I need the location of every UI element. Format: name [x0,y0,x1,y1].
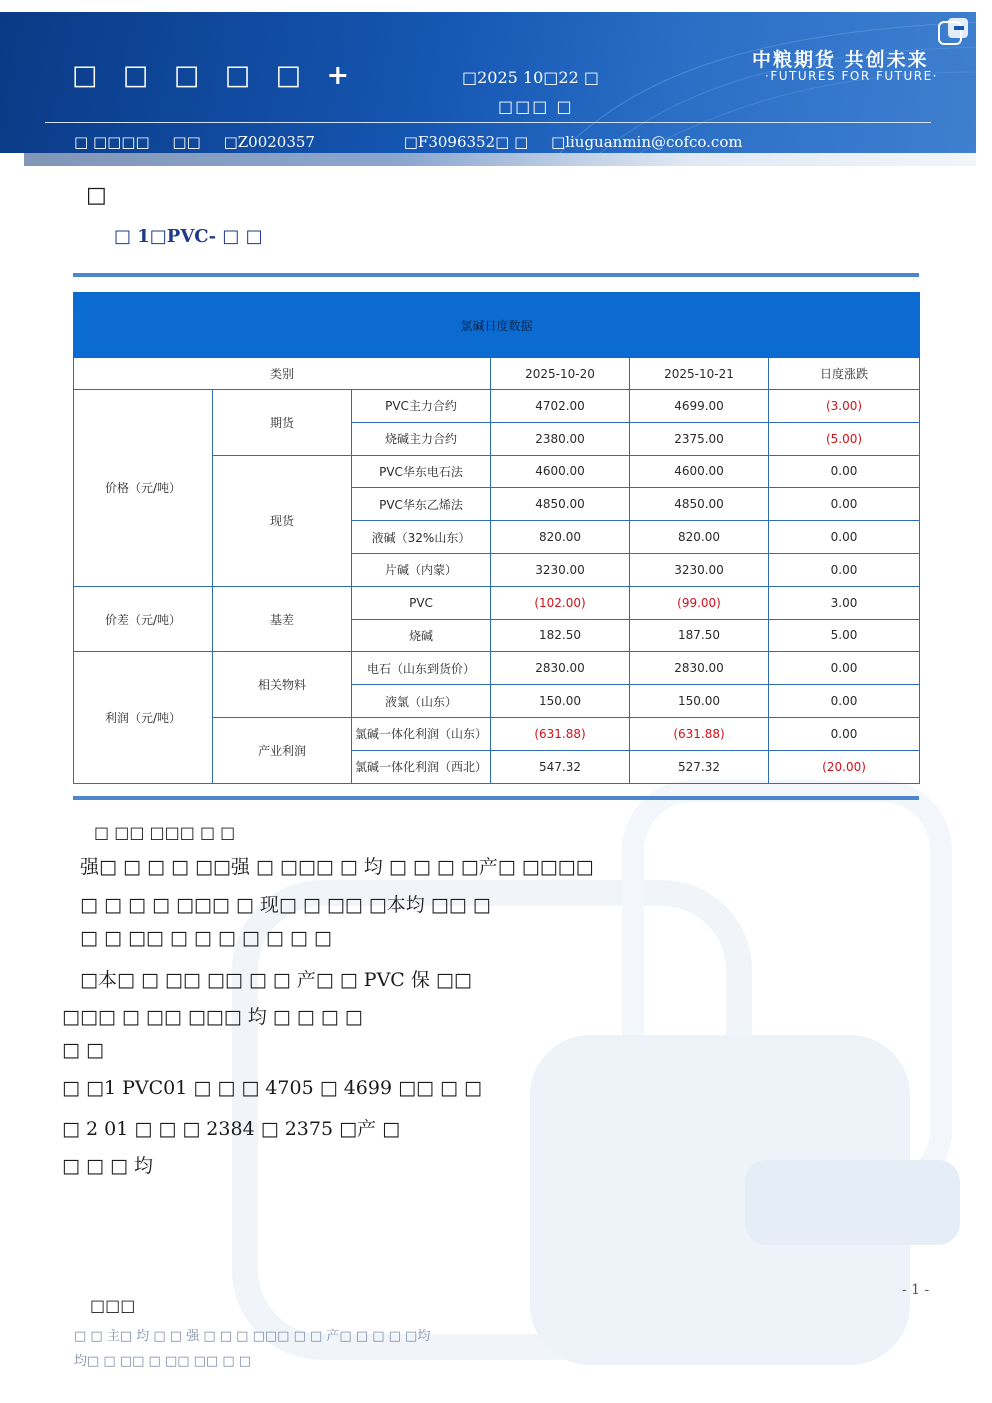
disclaimer-line: □ □ 主□ 均 □ □ 强 □ □ □ □□□ □ □ 产□ □ □ □ □均 [74,1329,431,1344]
row-value-d2: 527.32 [630,750,769,783]
row-item: 液碱（32%山东） [352,521,491,554]
row-change: 0.00 [769,455,920,488]
row-value-d2: 2830.00 [630,652,769,685]
figure-caption: □ 1□PVC- □ □ [114,226,263,247]
row-change: 3.00 [769,586,920,619]
report-subtitle: □□□ □ [498,97,574,116]
disclaimer-title: □□□ [90,1296,136,1315]
row-value-d2: 3230.00 [630,553,769,586]
row-item: PVC华东电石法 [352,455,491,488]
row-value-d1: 820.00 [491,521,630,554]
row-value-d2: 4850.00 [630,488,769,521]
row-change: 0.00 [769,652,920,685]
body-line: □ □ □ □ □□□ □ 现□ □ □□ □本均 □□ □ [80,894,491,916]
page-number: - 1 - [902,1282,930,1298]
subgroup-futures: 期货 [213,390,352,456]
row-item: 液氯（山东） [352,685,491,718]
row-value-d2: 150.00 [630,685,769,718]
header-banner [0,12,976,153]
row-value-d2: (99.00) [630,586,769,619]
banner-divider [45,122,931,123]
body-line: □本□ □ □□ □□ □ □ 产□ □ PVC 保 □□ [80,969,472,991]
table-row [74,586,920,619]
subgroup-spot: 现货 [213,455,352,586]
row-item: PVC华东乙烯法 [352,488,491,521]
row-value-d1: 4600.00 [491,455,630,488]
row-item: 烧碱主力合约 [352,422,491,455]
row-item: 氯碱一体化利润（山东） [352,717,491,750]
analyst-name: □□ [172,133,201,151]
row-value-d2: 2375.00 [630,422,769,455]
table-row [74,652,920,685]
group-spread: 价差（元/吨） [74,586,213,652]
body-line: □ □1 PVC01 □ □ □ 4705 □ 4699 □□ □ □ [62,1077,482,1099]
table-top-rule [73,273,919,277]
row-item: 片碱（内蒙） [352,553,491,586]
row-change: 0.00 [769,521,920,554]
analyst-label: □ □□□□ [74,133,150,151]
row-value-d1: 150.00 [491,685,630,718]
subgroup-materials: 相关物料 [213,652,352,718]
table-row [74,390,920,423]
row-item: PVC主力合约 [352,390,491,423]
row-value-d1: 2830.00 [491,652,630,685]
disclaimer-line: 均□ □ □□ □ □□ □□ □ □ [74,1354,252,1369]
row-change: 0.00 [769,488,920,521]
subgroup-industry-profit: 产业利润 [213,717,352,783]
row-change: 0.00 [769,553,920,586]
group-profit: 利润（元/吨） [74,652,213,783]
body-line: □ □ □ 均 [62,1155,153,1177]
chlor-alkali-daily-table [73,292,920,784]
row-value-d2: 187.50 [630,619,769,652]
row-item: PVC [352,586,491,619]
row-value-d1: 547.32 [491,750,630,783]
col-header-change: 日度涨跌 [769,358,920,390]
row-value-d1: 4850.00 [491,488,630,521]
row-value-d2: 4600.00 [630,455,769,488]
group-price: 价格（元/吨） [74,390,213,587]
body-line: □ □ □□ □ □ □ □ □ □ □ [80,927,332,949]
analyst-email[interactable]: □liuguanmin@cofco.com [551,133,743,151]
row-value-d2: 820.00 [630,521,769,554]
section-marker: □ [86,182,107,208]
company-logo-icon [936,16,970,50]
row-item: 氯碱一体化利润（西北） [352,750,491,783]
company-slogan: ·FUTURES FOR FUTURE· [765,69,938,83]
row-change: (3.00) [769,390,920,423]
row-value-d2: (631.88) [630,717,769,750]
row-item: 电石（山东到货价） [352,652,491,685]
row-value-d1: 4702.00 [491,390,630,423]
col-header-category: 类别 [74,358,491,390]
col-header-date1: 2025-10-20 [491,358,630,390]
col-header-date2: 2025-10-21 [630,358,769,390]
table-title: 氯碱日度数据 [74,293,920,358]
row-change: 0.00 [769,685,920,718]
row-change: 5.00 [769,619,920,652]
analyst-info [74,133,761,151]
table-bottom-rule [73,796,919,800]
row-value-d1: 182.50 [491,619,630,652]
body-line: □ □ [62,1039,104,1061]
qualification-id: □Z0020357 [223,133,315,151]
row-change: 0.00 [769,717,920,750]
report-date: □2025 10□22 □ [462,68,599,87]
body-line: 强□ □ □ □ □□强 □ □□□ □ 均 □ □ □ □产□ □□□□ [80,856,594,878]
consult-id: □F3096352□ □ [403,133,529,151]
row-change: (5.00) [769,422,920,455]
subgroup-basis: 基差 [213,586,352,652]
body-line: □□□ □ □□ □□□ 均 □ □ □ □ [62,1006,363,1028]
row-value-d1: (631.88) [491,717,630,750]
row-value-d1: (102.00) [491,586,630,619]
company-logo-text: 中粮期货 共创未来 [752,49,929,71]
report-title: □ □ □ □ □ + [72,60,358,91]
body-line: □ 2 01 □ □ □ 2384 □ 2375 □产 □ [62,1118,401,1140]
bg-decor-block [745,1160,960,1245]
row-value-d1: 3230.00 [491,553,630,586]
row-change: (20.00) [769,750,920,783]
row-value-d2: 4699.00 [630,390,769,423]
row-value-d1: 2380.00 [491,422,630,455]
body-heading: □ □□ □□□ □ □ [94,823,236,842]
row-item: 烧碱 [352,619,491,652]
